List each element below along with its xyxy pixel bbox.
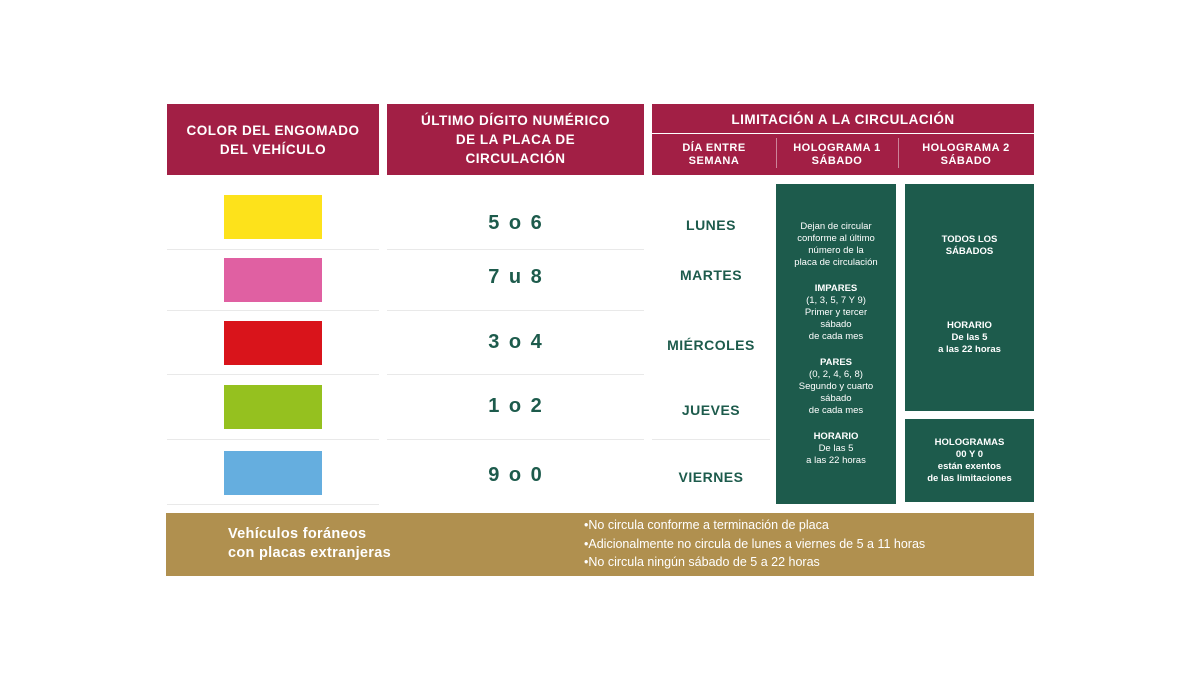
header-holo1-line-1: HOLOGRAMA 1 (793, 141, 881, 154)
header-digit-line-1: ÚLTIMO DÍGITO NUMÉRICO (421, 113, 610, 128)
weekday-row-1: LUNES (686, 217, 736, 233)
exentos-line: de las limitaciones (927, 472, 1012, 484)
exentos-line: HOLOGRAMAS (934, 436, 1005, 448)
exentos-text (927, 437, 1011, 485)
holo1-pares-line: de cada mes (808, 405, 864, 416)
header-limitation (652, 104, 1034, 133)
footer-title-line-1: Vehículos foráneos (228, 526, 367, 542)
row-divider (167, 439, 379, 440)
row-divider (167, 504, 379, 505)
plate-digits-row-3: 3 o 4 (488, 331, 544, 353)
holo1-horario (806, 431, 866, 467)
sticker-color-pink (224, 258, 322, 302)
footer-title-line-2: con placas extranjeras (228, 545, 391, 561)
header-color-column (167, 104, 379, 175)
holo1-horario-line: a las 22 horas (806, 455, 866, 466)
holo1-impares (805, 283, 867, 343)
row-divider (167, 249, 379, 250)
exentos-line: 00 Y 0 (955, 448, 984, 460)
holo1-impares-line: de cada mes (808, 331, 864, 342)
holograma-2-box (905, 184, 1034, 411)
header-sub-separator (898, 138, 899, 168)
header-holo2-line-2: SÁBADO (940, 154, 992, 167)
footer-bullet: •Adicionalmente no circula de lunes a viernes de 5 a 11 horas (584, 536, 926, 551)
holo1-impares-line: sábado (820, 319, 852, 330)
weekday-row-5: VIERNES (678, 469, 744, 485)
holo1-horario-line: De las 5 (818, 443, 854, 454)
holo1-intro-line: conforme al último (797, 233, 875, 244)
header-weekday-line-2: SEMANA (688, 154, 740, 167)
holo1-pares-line: (0, 2, 4, 6, 8) (809, 369, 863, 380)
plate-digits-row-5: 9 o 0 (488, 464, 544, 486)
row-divider (167, 374, 379, 375)
sticker-color-green (224, 385, 322, 429)
holo1-pares-line: sábado (820, 393, 852, 404)
holo2-horario (938, 320, 1001, 356)
row-divider (167, 310, 379, 311)
footer-bullet: •No circula ningún sábado de 5 a 22 horas (584, 555, 820, 569)
header-holo2-line-1: HOLOGRAMA 2 (922, 141, 1010, 154)
sticker-color-blue (224, 451, 322, 495)
header-digit-line-2: DE LA PLACA DE (455, 132, 576, 147)
row-divider (387, 310, 644, 311)
holo1-horario-title: HORARIO (813, 431, 859, 442)
holo1-intro-line: placa de circulación (794, 257, 878, 268)
footer-bullets (584, 516, 925, 572)
header-sub-weekday (652, 134, 776, 175)
footer-bullet: •No circula conforme a terminación de placa (584, 518, 829, 532)
weekday-row-2: MARTES (679, 267, 743, 283)
holo1-intro-line: número de la (808, 245, 864, 256)
row-divider (387, 439, 644, 440)
holo2-todos-line: SÁBADOS (945, 246, 994, 257)
plate-digits-row-4: 1 o 2 (488, 395, 544, 417)
holo1-impares-title: IMPARES (814, 283, 858, 294)
holo2-todos (942, 234, 998, 258)
header-digit-column (387, 104, 644, 175)
holo2-todos-line: TODOS LOS (941, 234, 998, 245)
footer-title (228, 525, 391, 563)
header-color-line-1: COLOR DEL ENGOMADO (186, 122, 360, 138)
header-sub-separator (776, 138, 777, 168)
holo2-horario-title: HORARIO (947, 320, 992, 331)
footer-foreign-vehicles (166, 513, 1034, 576)
sticker-color-red (224, 321, 322, 365)
weekday-row-3: MIÉRCOLES (667, 337, 755, 353)
header-limitation-label: LIMITACIÓN A LA CIRCULACIÓN (731, 112, 955, 127)
holo1-impares-line: Primer y tercer (804, 307, 868, 318)
plate-digits-row-2: 7 u 8 (488, 266, 544, 288)
holo1-pares-title: PARES (819, 357, 852, 368)
row-divider (387, 249, 644, 250)
weekday-row-4: JUEVES (681, 402, 741, 418)
row-divider (387, 374, 644, 375)
holo1-pares-line: Segundo y cuarto (798, 381, 874, 392)
header-sub-holo1 (776, 134, 898, 175)
exentos-box (905, 419, 1034, 502)
holograma-1-box (776, 184, 896, 504)
holo1-intro (794, 221, 877, 269)
header-holo1-line-2: SÁBADO (811, 154, 863, 167)
header-sub-holo2 (898, 134, 1034, 175)
sticker-color-yellow (224, 195, 322, 239)
plate-digits-row-1: 5 o 6 (488, 212, 544, 234)
row-divider (652, 439, 770, 440)
header-digit-line-3: CIRCULACIÓN (465, 151, 566, 166)
header-color-line-2: DEL VEHÍCULO (219, 141, 327, 157)
holo1-impares-line: (1, 3, 5, 7 Y 9) (806, 295, 866, 306)
holo2-horario-line: a las 22 horas (938, 344, 1001, 355)
holo1-pares (799, 357, 873, 417)
exentos-line: están exentos (937, 460, 1002, 472)
holo2-horario-line: De las 5 (951, 332, 988, 343)
holo1-intro-line: Dejan de circular (800, 221, 872, 232)
header-weekday-line-1: DÍA ENTRE (682, 141, 746, 154)
